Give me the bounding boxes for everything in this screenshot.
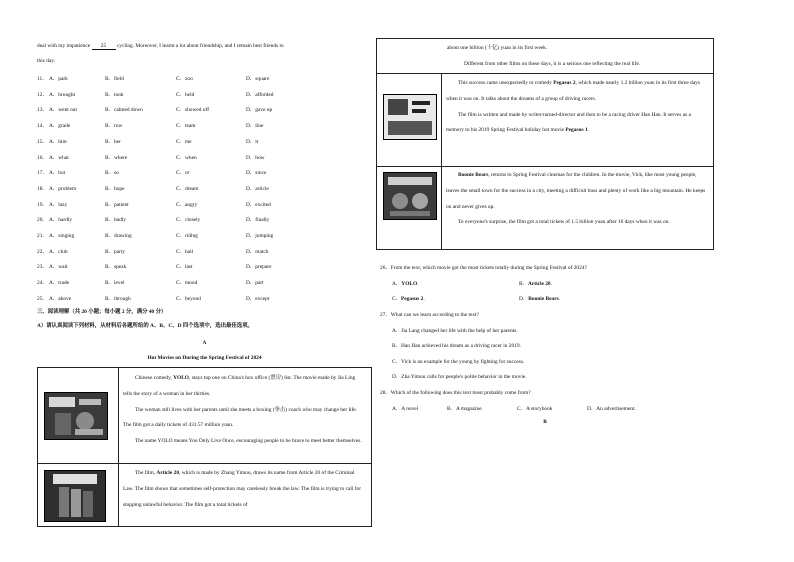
pegasus2-title: Pegasus 2 — [553, 80, 576, 86]
cloze-option-row — [37, 121, 372, 130]
question-number: 18． — [37, 185, 48, 192]
option-d: D．how — [246, 154, 265, 161]
yolo-paragraph-2: The woman still lives with her parents until she meets a boxing (拳击) coach who may change her life. The film got a daily tickets of 431.57 million yuan. — [123, 406, 358, 429]
question-28-option-c: C．A storybook — [517, 406, 553, 412]
option-b: B．badly — [105, 217, 126, 224]
option-d: D．finally — [246, 217, 270, 224]
option-d: D．match — [246, 248, 269, 255]
article20-title: Article 20 — [156, 470, 180, 476]
option-b: B．level — [105, 280, 125, 287]
option-a: A．above — [49, 295, 72, 302]
question-number: 17． — [37, 170, 48, 177]
article20-poster — [38, 464, 118, 526]
q26-b-period: . — [550, 281, 552, 287]
cloze-option-row — [37, 105, 372, 114]
question-number: 19． — [37, 201, 48, 208]
option-d: D．square — [246, 76, 270, 82]
intro-text-before: deal with my impatience — [37, 43, 91, 49]
option-a: A．hardly — [49, 217, 73, 224]
question-27-option-a: A．Jia Lang changed her life with the help of her parents. — [392, 328, 518, 334]
option-d: D．afforded — [246, 91, 274, 98]
section-instruction: A）请认真阅读下列材料，从材料后各题所给的 A、B、C、D 四个选项中，选出最佳选项。 — [37, 323, 253, 329]
option-b: B．through — [105, 295, 131, 302]
option-a: A．grade — [49, 123, 71, 130]
movie-row-yolo — [38, 368, 372, 464]
question-number: 11． — [37, 76, 48, 82]
cloze-option-row — [37, 215, 372, 224]
option-a: A．wait — [49, 264, 68, 271]
pegasus2-p1-post: , which made nearly 1.2 billion yuan in its first three days when it was on. It talks about the dreams of a group of driving racers. — [446, 80, 700, 102]
article20-paragraph-1 — [119, 464, 371, 513]
question-26-option-a — [392, 279, 419, 287]
option-d: D．excited — [246, 201, 271, 208]
option-c: C．angry — [176, 201, 198, 208]
option-a: A．club — [49, 248, 68, 255]
boonie-bears-poster-image — [384, 173, 436, 219]
option-d: D．part — [246, 280, 264, 287]
question-number: 20． — [37, 217, 48, 224]
pegasus2-p2-pre: The film is written and made by writer-turned-director and then to be a racing driver Han Han. It serves as a memory to his 2019 Spring Festival holiday hot movie — [446, 111, 691, 134]
question-number: 16． — [37, 154, 48, 161]
question-28-stem: 28．Which of the following does this text most probably come from? — [380, 390, 531, 396]
boonie-bears-poster — [377, 167, 441, 249]
movie-text-cell — [119, 368, 372, 464]
option-c: C．held — [176, 91, 195, 98]
question-26-option-c — [392, 294, 425, 302]
option-a: A．what — [49, 154, 69, 161]
option-c: C．showed off — [176, 107, 209, 114]
question-number: 12． — [37, 91, 48, 98]
option-b: B．patient — [105, 201, 129, 208]
movie-picture-cell — [377, 74, 442, 167]
cloze-option-row — [37, 200, 372, 206]
movie-row-article20 — [38, 464, 372, 527]
option-d: D．article — [246, 185, 269, 192]
section-title: 三、阅读理解（共 20 小题；每小题 2 分，满分 40 分） — [37, 309, 167, 315]
article20-p1-pre: The film, — [135, 470, 157, 476]
movie-row-article20-continued — [377, 39, 714, 74]
q26-b-title: Article 20 — [528, 281, 551, 287]
question-number: 21． — [37, 233, 48, 239]
movie-row-pegasus2 — [377, 74, 714, 167]
movie-picture-cell — [377, 167, 442, 250]
option-a: A．trade — [49, 280, 70, 287]
option-b: B．field — [105, 76, 124, 82]
question-26-stem: 26．From the text, which movie got the most tickets totally during the Spring Festival of 2024? — [380, 265, 587, 271]
option-b: B．party — [105, 248, 126, 255]
yolo-poster-image — [45, 393, 107, 439]
question-number: 14． — [37, 123, 48, 130]
cloze-option-row — [37, 294, 372, 300]
cloze-option-row — [37, 153, 372, 159]
article20-paragraph-2: Different from other films on these days, it is a serious one reflecting the real life. — [464, 60, 641, 67]
question-28-option-d: D．An advertisement. — [587, 406, 636, 412]
question-28-option-a: A．A novel — [392, 406, 419, 412]
movie-table-right — [376, 38, 714, 250]
cloze-intro-line1 — [37, 43, 284, 50]
article20-continued-text: about one billion (十亿) yuan in its first week. — [447, 45, 548, 51]
option-a: A．singing — [49, 233, 75, 239]
pegasus1-title: Pegasus 1 — [565, 127, 588, 134]
article20-p1-post: , which is made by Zhang Yimou, draws its name from Article 20 of the Criminal Law. The film shows that sometimes self-protection may carelessly break the law. The film is trying to call for stopping unlawful behavior. The film got a total tickets of — [123, 470, 362, 508]
blank-25: 25 — [92, 43, 116, 50]
yolo-paragraph-1 — [119, 368, 371, 403]
movie-text-cell — [442, 167, 714, 250]
option-c: C．riding — [176, 233, 198, 239]
movie-row-boonie-bears — [377, 167, 714, 250]
option-b: B．where — [105, 154, 128, 161]
pegasus2-p2-post: . — [587, 127, 590, 134]
passage-letter: A — [202, 340, 207, 346]
option-b: B．so — [105, 170, 119, 177]
option-a: A．park — [49, 76, 68, 82]
intro-text-after: cycling. Moreover, I learnt a lot about friendship, and I remain best friends to — [116, 43, 284, 49]
cloze-intro-line2: this day. — [37, 58, 55, 64]
yolo-p1-post: , stays top one on China's box office (票房) list. The movie made by Jia Ling tells the story of a woman in her thirties. — [123, 375, 356, 397]
option-c: C．mood — [176, 280, 198, 287]
option-a: A．went out — [49, 107, 77, 114]
cloze-option-row — [37, 137, 372, 143]
q26-d-period: . — [558, 296, 561, 302]
option-a: A．problem — [49, 185, 77, 192]
pegasus2-poster — [377, 74, 441, 166]
article20-poster-image — [45, 471, 105, 521]
q26-a-label: A． — [392, 281, 402, 287]
movie-picture-cell — [38, 464, 119, 527]
option-b: B．hope — [105, 185, 125, 192]
cloze-option-row — [37, 278, 372, 287]
question-number: 15． — [37, 138, 48, 145]
yolo-paragraph-3: The name YOLO means You Only Live Once, encouraging people to be brave to meet better themselves. — [135, 438, 362, 445]
option-c: C．or — [176, 170, 190, 177]
option-c: C．me — [176, 138, 192, 145]
question-26-option-d — [519, 294, 560, 302]
cloze-option-row — [37, 247, 372, 253]
option-c: C．team — [176, 123, 196, 130]
option-b: B．her — [105, 138, 121, 145]
question-number: 25． — [37, 295, 48, 302]
question-27-option-c: C．Vick is an example for the young by fighting for success. — [392, 359, 525, 365]
question-27-stem: 27．What can we learn according to the text? — [380, 312, 479, 318]
option-d: D．line — [246, 123, 264, 130]
cloze-option-row — [37, 168, 372, 177]
question-number: 23． — [37, 264, 48, 271]
cloze-option-row — [37, 262, 372, 271]
yolo-p1-pre: Chinese comedy, — [135, 375, 174, 381]
pegasus2-poster-image — [384, 95, 436, 139]
question-27-option-d: D．Zha Yimou calls for people's polite behavior in the movie. — [392, 374, 527, 380]
option-c: C．last — [176, 264, 193, 271]
boonie-bears-title: Boonie Bears — [458, 172, 489, 178]
option-c: C．dream — [176, 185, 199, 192]
pegasus2-p1-pre: This success came unexpectedly to comedy — [458, 80, 554, 86]
q26-c-title: Pegasus 2 — [401, 296, 424, 302]
question-27-option-b: B．Han Han achieved his dream as a driving racer in 2019. — [392, 343, 521, 349]
boonie-bears-p1-post: , returns to Spring Festival cinemas for the children. In the movie, Vick, like most young people, leaves the small town for the success in a city, meeting a difficult boss and plenty of work like a big mountain. He keeps on and never gives up. — [446, 172, 706, 210]
q26-d-label: D． — [519, 296, 529, 302]
option-d: D．prepare — [246, 264, 272, 271]
q26-b-label: B． — [519, 281, 528, 287]
question-number: 13． — [37, 107, 48, 114]
movie-text-cell — [119, 464, 372, 527]
option-b: B．row — [105, 123, 123, 130]
option-a: A．but — [49, 170, 66, 177]
option-d: D．since — [246, 170, 267, 177]
option-d: D．jumping — [246, 233, 274, 239]
q26-c-period: . — [423, 296, 425, 302]
boonie-bears-paragraph-2: To everyone's surprise, the film got a total tickets of 1.5 billion yuan after 10 days when it was on. — [458, 219, 670, 226]
option-c: C．hall — [176, 248, 194, 255]
option-b: B．speak — [105, 264, 127, 271]
boonie-bears-paragraph-1 — [442, 167, 713, 215]
question-number: 24． — [37, 280, 48, 287]
cloze-option-row — [37, 231, 372, 237]
option-a: A．brought — [49, 91, 76, 98]
pegasus2-paragraph-2 — [442, 108, 713, 140]
movie-table-left — [37, 367, 372, 527]
q26-a-period: . — [417, 281, 419, 287]
question-number: 22． — [37, 248, 48, 255]
cloze-option-row — [37, 184, 372, 190]
question-28-option-b: B．A magazine — [447, 406, 482, 412]
passage-title: Hot Movies on During the Spring Festival of 2024 — [147, 355, 262, 361]
option-c: C．beyond — [176, 295, 201, 302]
movie-picture-cell — [38, 368, 119, 464]
yolo-title: YOLO — [173, 375, 189, 381]
option-d: D．except — [246, 295, 270, 302]
option-d: D．gave up — [246, 107, 273, 114]
question-26-option-b — [519, 279, 552, 287]
q26-c-label: C． — [392, 296, 401, 302]
yolo-poster — [38, 368, 118, 463]
cloze-option-row — [37, 90, 372, 96]
movie-text-cell — [442, 74, 714, 167]
next-passage-letter: B — [543, 419, 547, 425]
option-a: A．lazy — [49, 201, 68, 208]
option-b: B．calmed down — [105, 107, 143, 114]
option-b: B．drawing — [105, 233, 132, 239]
article20-continued-cell — [377, 39, 714, 74]
q26-a-title: YOLO — [401, 281, 418, 287]
q26-d-title: Boonie Bears — [528, 296, 559, 302]
option-c: C．zoo — [176, 76, 193, 82]
option-c: C．when — [176, 154, 197, 161]
option-b: B．took — [105, 91, 124, 98]
cloze-option-row — [37, 74, 372, 80]
option-c: C．closely — [176, 217, 201, 224]
pegasus2-paragraph-1 — [442, 74, 713, 108]
option-d: D．it — [246, 138, 259, 145]
option-a: A．him — [49, 138, 67, 145]
